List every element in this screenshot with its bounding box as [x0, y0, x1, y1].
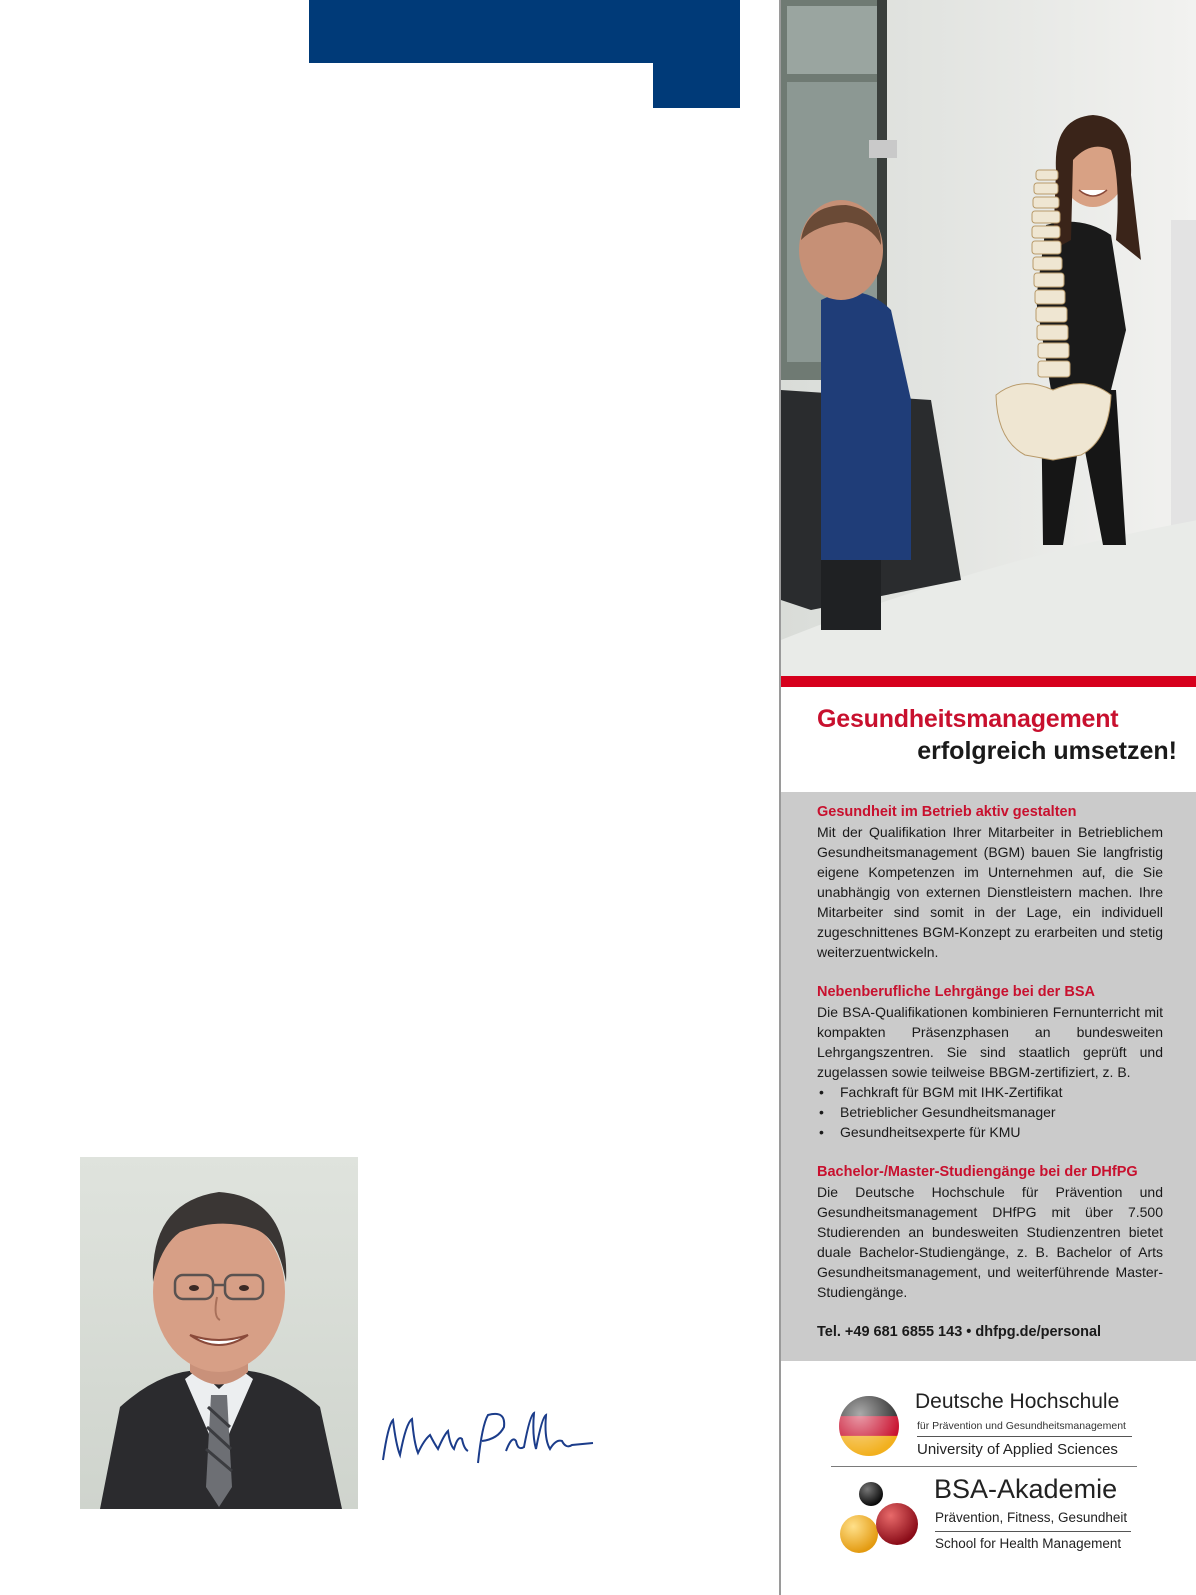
course-list	[817, 1082, 1163, 1142]
section-title: Nebenberufliche Lehrgänge bei der BSA	[817, 984, 1095, 1000]
info-panel	[781, 792, 1196, 1361]
list-item: • Betrieblicher Gesundheitsmanager	[817, 1102, 1163, 1122]
bsa-rule	[935, 1531, 1131, 1532]
dhfpg-tagline: University of Applied Sciences	[917, 1441, 1118, 1458]
section-text: Die BSA-Qualifikationen kombinieren Fernunterricht mit kompakten Präsenzphasen an bundesweiten Lehrgangszentren. Sie sind staatlich geprüft und zugelassen sowie teilweise BBGM-zertifiziert, z. B.	[817, 1004, 1163, 1080]
red-accent-bar	[781, 676, 1196, 687]
contact-line: Tel. +49 681 6855 143 • dhfpg.de/personal	[817, 1324, 1102, 1340]
headline-line-1: Gesundheitsmanagement	[817, 705, 1119, 733]
signature	[378, 1405, 598, 1475]
section-title: Bachelor-/Master-Studiengänge bei der DHfPG	[817, 1164, 1138, 1180]
headline-line-2: erfolgreich umsetzen!	[917, 737, 1177, 765]
dhfpg-logo	[837, 1388, 1157, 1472]
section-title: Gesundheit im Betrieb aktiv gestalten	[817, 804, 1077, 820]
section-bsa	[817, 982, 1163, 1142]
section-text: Mit der Qualifikation Ihrer Mitarbeiter in Betrieblichem Gesundheitsmanagement (BGM) bauen Sie langfristig eigene Kompetenzen im Unternehmen auf, die Sie unabhängig von externen Dienstleistern machen. Ihre Mitarbeiter sind somit in der Lage, ein individuell zugeschnittenes BGM-Konzept zu erarbeiten und stetig weiterzuentwickeln.	[817, 824, 1163, 960]
list-item: • Fachkraft für BGM mit IHK-Zertifikat	[817, 1082, 1163, 1102]
seminar-photo	[781, 0, 1196, 676]
bsa-tagline: School for Health Management	[935, 1536, 1122, 1551]
bsa-spheres-icon	[837, 1482, 927, 1562]
bsa-subtitle: Prävention, Fitness, Gesundheit	[935, 1510, 1128, 1525]
dhfpg-rule	[917, 1436, 1132, 1437]
dhfpg-name: Deutsche Hochschule	[915, 1390, 1120, 1413]
ad-headline	[817, 704, 1177, 768]
blue-header-tab	[653, 63, 740, 108]
bsa-name: BSA-Akademie	[934, 1474, 1118, 1504]
section-dhfpg	[817, 1162, 1163, 1302]
section-bgm	[817, 802, 1163, 962]
list-item: • Gesundheitsexperte für KMU	[817, 1122, 1163, 1142]
logo-divider	[831, 1466, 1137, 1467]
dhfpg-subtitle: für Prävention und Gesundheitsmanagement	[917, 1420, 1126, 1432]
dhfpg-sphere-icon	[837, 1394, 901, 1458]
blue-header-bar	[309, 0, 740, 63]
bsa-logo	[837, 1474, 1157, 1564]
section-text: Die Deutsche Hochschule für Prävention und Gesundheitsmanagement DHfPG mit über 7.500 Studierenden an bundesweiten Studienzentren bietet duale Bachelor-Studiengänge, z. B. Bachelor of Arts Gesundheitsmanagement, und weiterführende Master-Studiengänge.	[817, 1184, 1163, 1300]
author-portrait	[80, 1157, 358, 1509]
advertisement	[779, 0, 1196, 1595]
